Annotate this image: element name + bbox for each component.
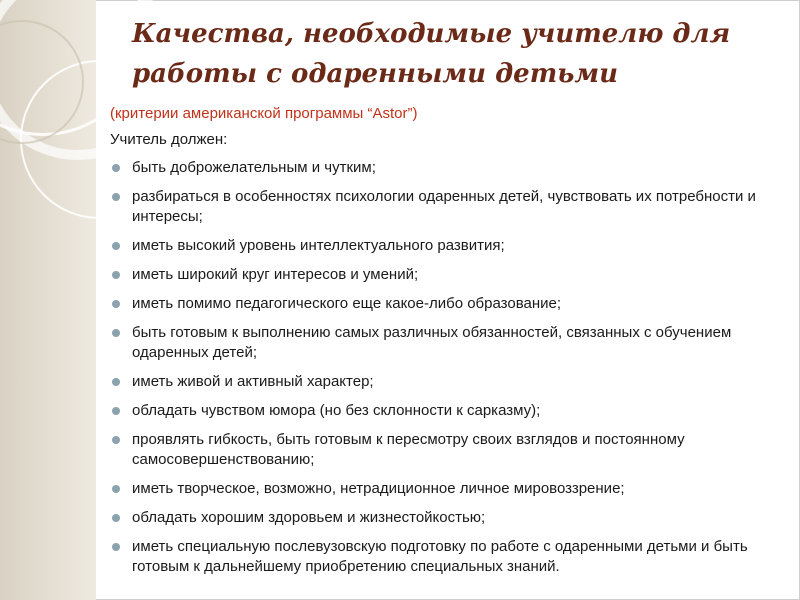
- intro-text: Учитель должен:: [110, 131, 228, 148]
- subtitle: (критерии американской программы “Astor”): [110, 105, 418, 122]
- list-item: [110, 323, 780, 363]
- list-item: [110, 537, 780, 577]
- list-item-text: иметь творческое, возможно, нетрадиционное личное мировоззрение;: [132, 480, 625, 497]
- bullet-icon: [112, 378, 120, 386]
- list-item-text: иметь специальную послевузовскую подготовку по работе с одаренными детьми и быть готовым к дальнейшему приобретению специальных знаний.: [132, 538, 748, 575]
- list-item-text: быть доброжелательным и чутким;: [132, 159, 376, 176]
- list-item: [110, 158, 780, 178]
- list-item-text: разбираться в особенностях психологии одаренных детей, чувствовать их потребности и интересы;: [132, 188, 756, 225]
- list-item: [110, 430, 780, 470]
- list-item: [110, 372, 780, 392]
- list-item-text: иметь высокий уровень интеллектуального развития;: [132, 237, 505, 254]
- bullet-icon: [112, 514, 120, 522]
- bullet-icon: [112, 543, 120, 551]
- list-item: [110, 508, 780, 528]
- list-item: [110, 401, 780, 421]
- list-item-text: проявлять гибкость, быть готовым к пересмотру своих взглядов и постоянному самосовершенствованию;: [132, 431, 685, 468]
- bullet-icon: [112, 164, 120, 172]
- bullet-icon: [112, 242, 120, 250]
- list-item: [110, 265, 780, 285]
- list-item-text: обладать чувством юмора (но без склонности к сарказму);: [132, 402, 541, 419]
- bullet-icon: [112, 271, 120, 279]
- bullet-icon: [112, 329, 120, 337]
- list-item-text: быть готовым к выполнению самых различных обязанностей, связанных с обучением одаренных детей;: [132, 324, 732, 361]
- list-item-text: обладать хорошим здоровьем и жизнестойкостью;: [132, 509, 486, 526]
- list-item-text: иметь помимо педагогического еще какое-либо образование;: [132, 295, 562, 312]
- list-item: [110, 236, 780, 256]
- list-item-text: иметь живой и активный характер;: [132, 373, 374, 390]
- list-item: [110, 187, 780, 227]
- bullet-icon: [112, 436, 120, 444]
- slide-title: Качества, необходимые учителю для работы с одаренными детьми: [132, 19, 731, 89]
- bullet-icon: [112, 485, 120, 493]
- requirements-list: [110, 158, 780, 577]
- slide-content: [110, 104, 780, 586]
- list-item: [110, 294, 780, 314]
- bullet-icon: [112, 407, 120, 415]
- bullet-icon: [112, 193, 120, 201]
- bullet-icon: [112, 300, 120, 308]
- list-item-text: иметь широкий круг интересов и умений;: [132, 266, 419, 283]
- decorative-left-band: [0, 0, 96, 600]
- list-item: [110, 479, 780, 499]
